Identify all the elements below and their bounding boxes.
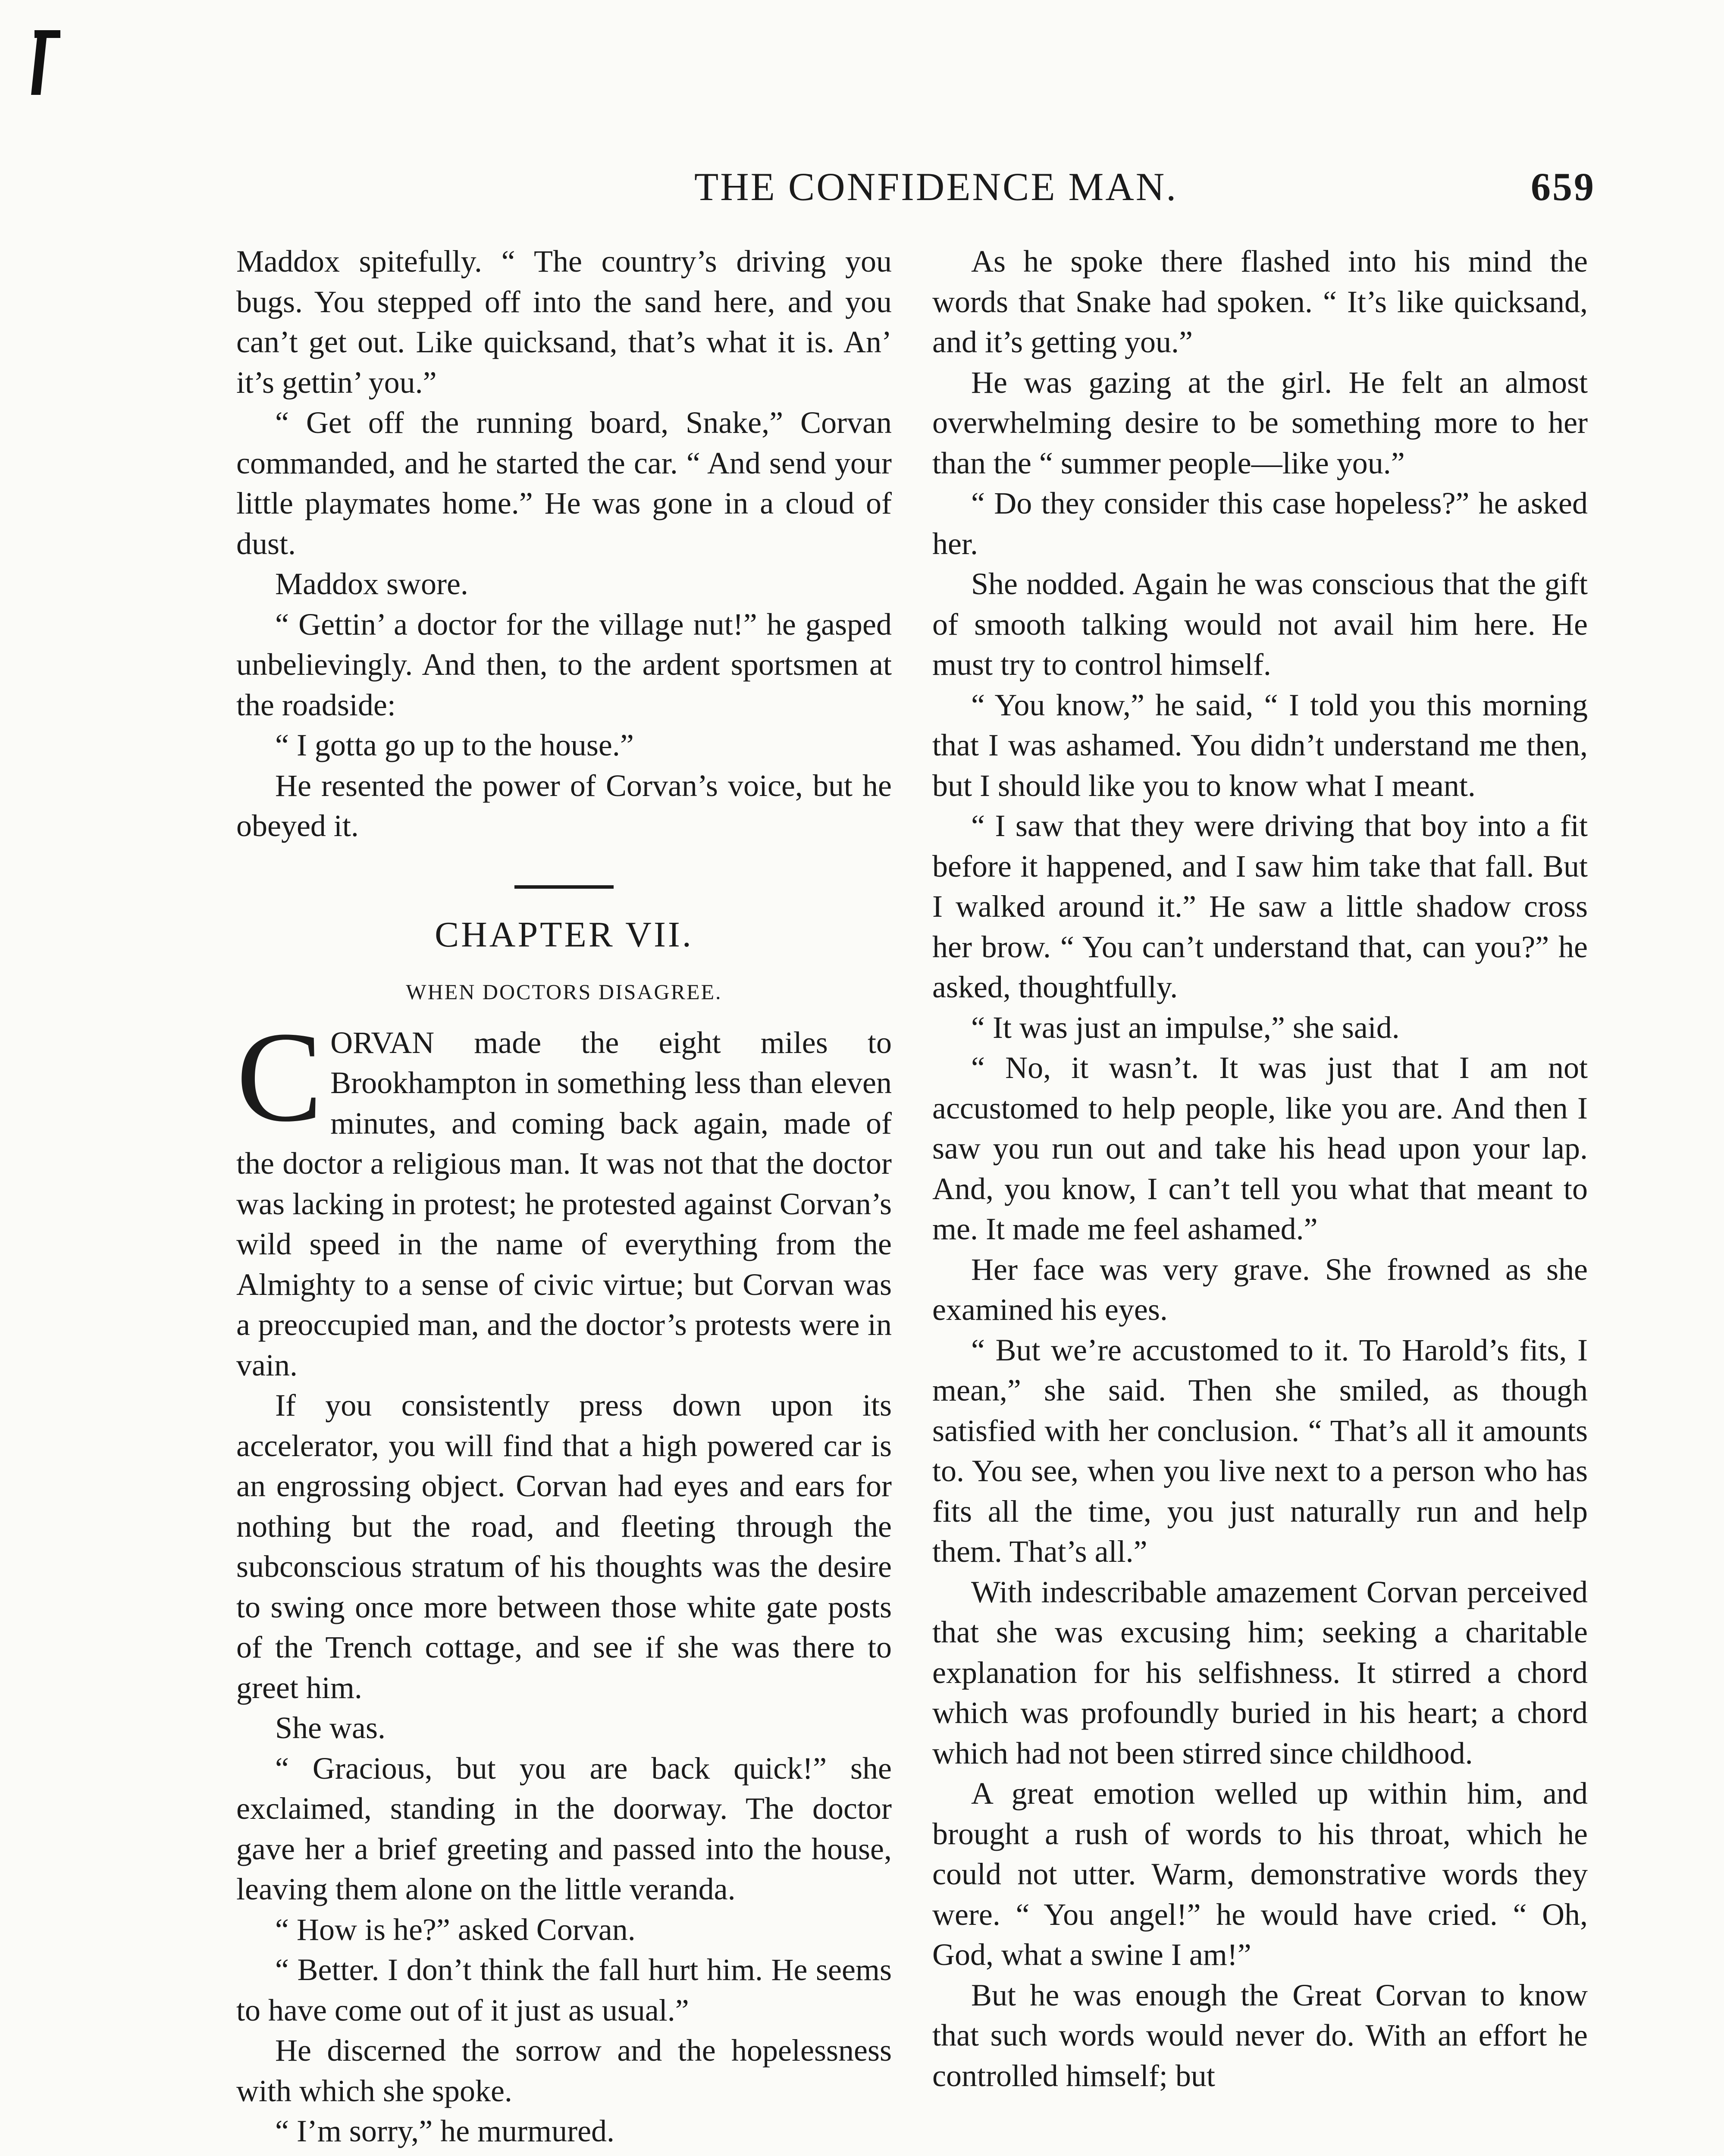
paragraph: “ I gotta go up to the house.” — [275, 728, 634, 762]
paragraph: He discerned the sorrow and the hopelessness with which she spoke. — [236, 2033, 892, 2108]
paragraph: As he spoke there flashed into his mind the words that Snake had spoken. “ It’s like quicksand, and it’s getting you.” — [932, 244, 1588, 359]
paragraph: With indescribable amazement Corvan perceived that she was excusing him; seeking a charitable explanation for his selfishness. It stirred a chord which was profoundly buried in his heart; a chord which had not been stirred since childhood. — [932, 1574, 1588, 1771]
paragraph: “ You know,” he said, “ I told you this morning that I was ashamed. You didn’t understand me then, but I should like you to know what I meant. — [932, 687, 1588, 803]
paragraph: “ But we’re accustomed to it. To Harold’s fits, I mean,” she said. Then she smiled, as though satisfied with her conclusion. “ That’s all it amounts to. You see, when you live next to a person who has fits all the time, you just naturally run and help them. That’s all.” — [932, 1332, 1588, 1569]
paragraph: “ Gettin’ a doctor for the village nut!” he gasped unbelievingly. And then, to the ardent sportsmen at the roadside: — [236, 607, 892, 722]
page-number: 659 — [1531, 165, 1595, 209]
paragraph: “ It was just an impulse,” she said. — [971, 1010, 1400, 1045]
paragraph: “ Do they consider this case hopeless?” he asked her. — [932, 486, 1588, 561]
chapter-subtitle: WHEN DOCTORS DISAGREE. — [406, 980, 722, 1004]
opening-text: ORVAN made the eight miles to Brookhampton in something less than eleven minutes, and coming back again, made of the doctor a religious man. It was not that the doctor was lacking in protest; he protested against Corvan’s wild speed in the name of everything from the Almighty to a sense of civic virtue; but Corvan was a preoccupied man, and the doctor’s protests were in vain. — [236, 1025, 892, 1382]
paragraph: “ I saw that they were driving that boy into a fit before it happened, and I saw him take that fall. But I walked around it.” He saw a little shadow cross her brow. “ You can’t understand that, can you?” he asked, thoughtfully. — [932, 808, 1588, 1004]
paragraph: “ Get off the running board, Snake,” Corvan commanded, and he started the car. “ And send your little playmates home.” He was gone in a cloud of dust. — [236, 405, 892, 561]
chapter-opening-paragraph — [236, 1005, 892, 1386]
paragraph: Maddox spitefully. “ The country’s driving you bugs. You stepped off into the sand here, and you can’t get out. Like quicksand, that’s what it is. An’ it’s gettin’ you.” — [236, 244, 892, 400]
paragraph: A great emotion welled up within him, and brought a rush of words to his throat, which he could not utter. Warm, demonstrative words they were. “ You angel!” he would have cried. “ Oh, God, what a swine I am!” — [932, 1776, 1588, 1972]
drop-cap: C — [236, 1005, 323, 1148]
paragraph: She nodded. Again he was conscious that the gift of smooth talking would not avail him here. He must try to control himself. — [932, 567, 1588, 682]
paragraph: “ Gracious, but you are back quick!” she exclaimed, standing in the doorway. The doctor gave her a brief greeting and passed into the house, leaving them alone on the little veranda. — [236, 1751, 892, 1906]
scan-mark-top-left — [31, 30, 47, 95]
paragraph: “ No, it wasn’t. It was just that I am not accustomed to help people, like you are. And then I saw you run out and take his head upon your lap. And, you know, I can’t tell you what that meant to me. It made me feel ashamed.” — [932, 1050, 1588, 1246]
paragraph: “ Better. I don’t think the fall hurt him. He seems to have come out of it just as usual.” — [236, 1952, 892, 2028]
paragraph: Maddox swore. — [275, 567, 468, 601]
paragraph: “ How is he?” asked Corvan. — [275, 1912, 636, 1947]
left-column — [236, 241, 892, 2152]
running-header — [561, 164, 1595, 224]
paragraph: He resented the power of Corvan’s voice, but he obeyed it. — [236, 768, 892, 843]
paragraph: He was gazing at the girl. He felt an almost overwhelming desire to be something more to her than the “ summer people—like you.” — [932, 365, 1588, 480]
right-column — [932, 241, 1588, 2096]
scan-mark-top-left-tick — [34, 30, 60, 38]
running-title: THE CONFIDENCE MAN. — [694, 165, 1178, 209]
paragraph: Her face was very grave. She frowned as she examined his eyes. — [932, 1252, 1588, 1327]
paragraph: If you consistently press down upon its accelerator, you will find that a high powered car is an engrossing object. Corvan had eyes and ears for nothing but the road, and fleeting through the subconscious stratum of his thoughts was the desire to swing once more between those white gate posts of the Trench cottage, and see if she was there to greet him. — [236, 1388, 892, 1705]
section-divider — [514, 885, 614, 889]
paragraph: “ I’m sorry,” he murmured. — [275, 2114, 615, 2148]
chapter-heading: CHAPTER VII. — [435, 914, 693, 955]
paragraph: But he was enough the Great Corvan to know that such words would never do. With an effort he controlled himself; but — [932, 1977, 1588, 2093]
paragraph: She was. — [275, 1711, 386, 1745]
